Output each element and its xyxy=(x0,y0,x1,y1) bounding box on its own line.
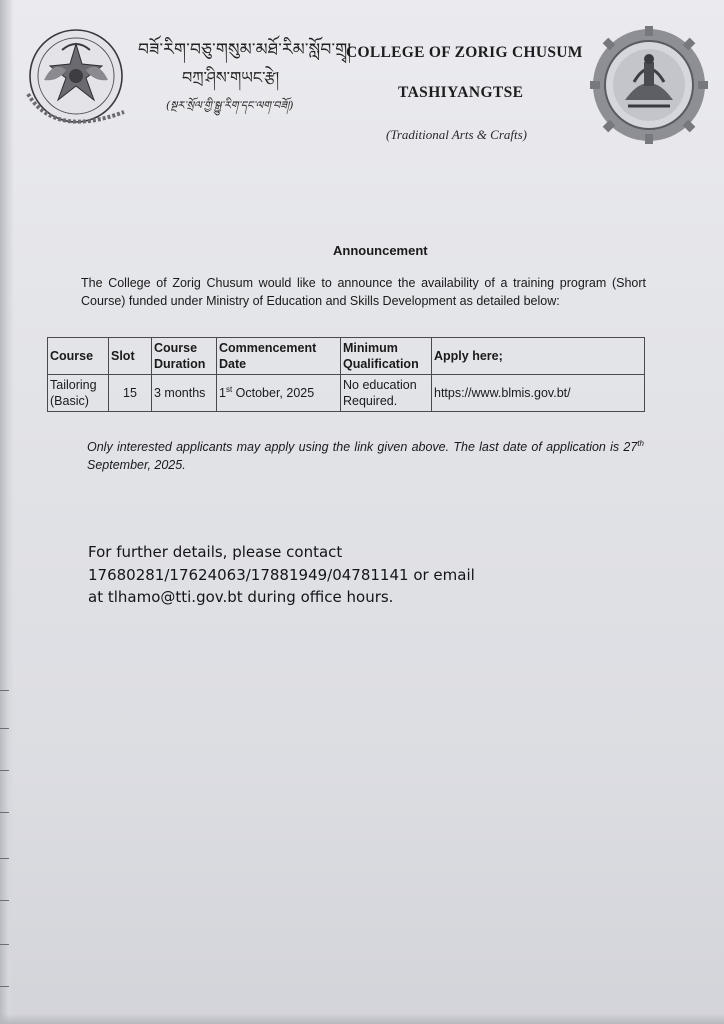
header-slot: Slot xyxy=(109,338,152,375)
header-course: Course xyxy=(48,338,109,375)
header-qualification: Minimum Qualification xyxy=(341,338,432,375)
course-table xyxy=(47,337,645,412)
note-suffix: th xyxy=(637,438,644,448)
page-bottom-shadow xyxy=(0,1014,724,1024)
contact-line-2: 17680281/17624063/17881949/04781141 or email xyxy=(88,565,475,584)
application-note xyxy=(87,438,644,474)
national-emblem-icon xyxy=(14,20,138,140)
cell-slot: 15 xyxy=(109,375,152,412)
cell-duration: 3 months xyxy=(152,375,217,412)
date-day: 1 xyxy=(219,386,226,400)
cell-commencement-date xyxy=(217,375,341,412)
date-suffix: st xyxy=(225,384,233,394)
cell-qualification: No education Required. xyxy=(341,375,432,412)
contact-line-1: For further details, please contact xyxy=(88,543,343,561)
dzongkha-college-name: བཟོ་རིག་བཅུ་གསུམ་མཐོ་རིམ་སློབ་གྲྭ། xyxy=(138,40,352,60)
note-date: September, 2025. xyxy=(87,458,186,472)
header-commencement-date: Commencement Date xyxy=(217,338,341,375)
dzongkha-tagline: (སྔར་སྲོལ་གྱི་སྒྱུ་རིག་དང་ལག་བཟོ།) xyxy=(166,99,294,112)
college-name: COLLEGE OF ZORIG CHUSUM xyxy=(346,44,583,61)
table-row xyxy=(48,375,645,412)
announcement-intro: The College of Zorig Chusum would like to announce the availability of a training program (Short Course) funded under Ministry of Education and Skills Development as detailed below: xyxy=(81,276,646,308)
announcement-heading: Announcement xyxy=(333,243,428,258)
table-header-row xyxy=(48,338,645,375)
date-rest: October, 2025 xyxy=(232,386,315,400)
page-left-edge xyxy=(0,0,14,1024)
cell-course: Tailoring (Basic) xyxy=(48,375,109,412)
contact-details xyxy=(88,541,548,609)
contact-line-3: at tlhamo@tti.gov.bt during office hours. xyxy=(88,588,394,606)
college-tagline: (Traditional Arts & Crafts) xyxy=(386,127,527,142)
note-text: Only interested applicants may apply using the link given above. The last date of application is 27 xyxy=(87,440,638,454)
dzongkha-location: བཀྲ་ཤིས་གཡང་རྩེ། xyxy=(182,68,280,87)
header-apply: Apply here; xyxy=(432,338,645,375)
college-location: TASHIYANGTSE xyxy=(398,84,524,101)
college-gear-logo-icon xyxy=(590,26,708,144)
header-duration: Course Duration xyxy=(152,338,217,375)
apply-link[interactable]: https://www.blmis.gov.bt/ xyxy=(432,375,645,412)
